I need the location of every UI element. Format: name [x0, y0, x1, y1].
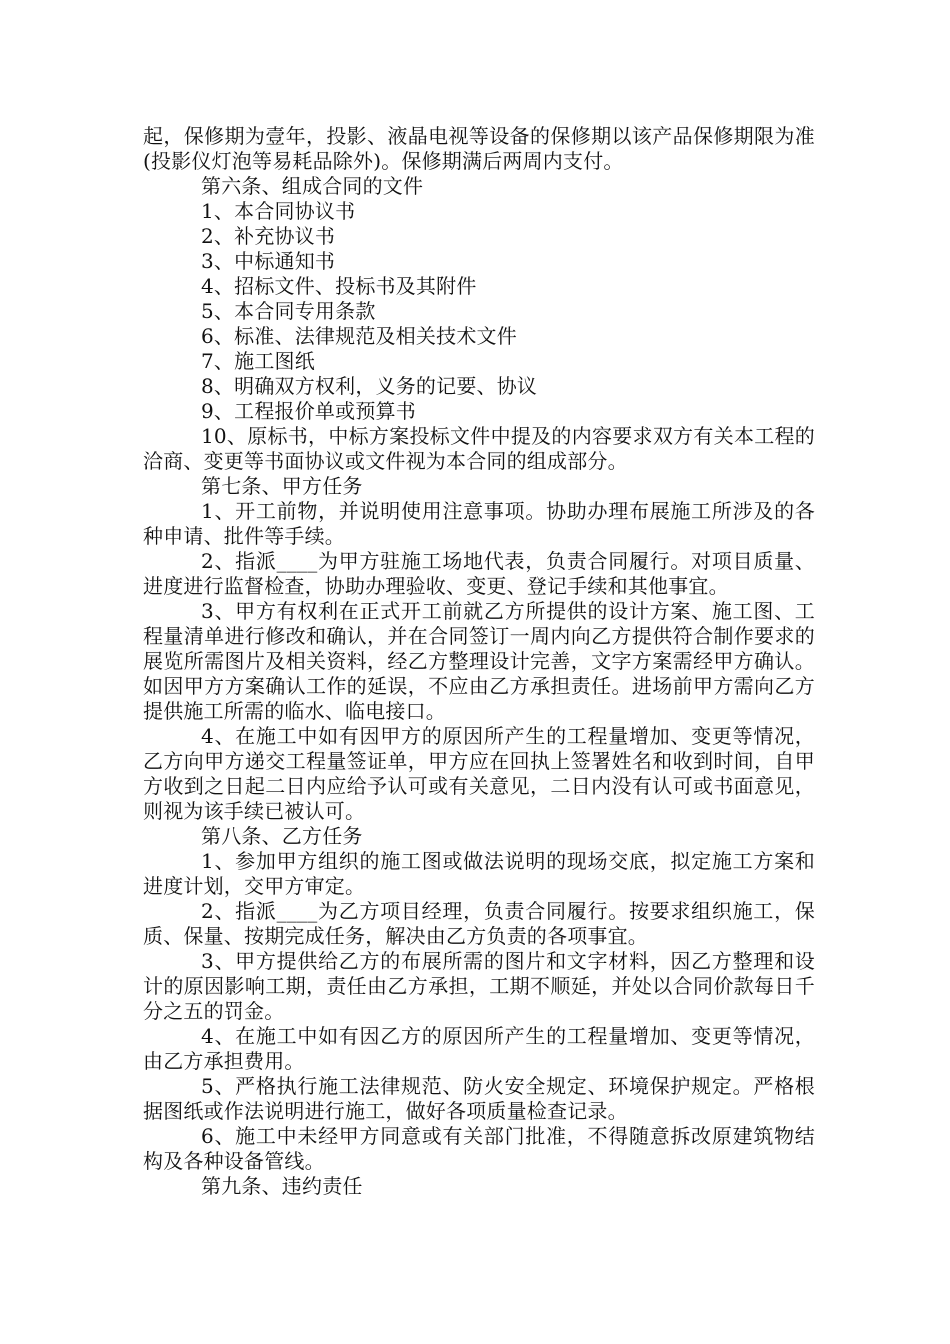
heading-article-7: 第七条、甲方任务	[201, 474, 363, 498]
heading-article-8: 第八条、乙方任务	[201, 824, 363, 848]
document-body	[143, 124, 815, 1199]
clause-paragraph: 3、甲方有权利在正式开工前就乙方所提供的设计方案、施工图、工程量清单进行修改和确认，并在合同签订一周内向乙方提供符合制作要求的展览所需图片及相关资料，经乙方整理设计完善，文字方案需经甲方确认。如因甲方方案确认工作的延误，不应由乙方承担责任。进场前甲方需向乙方提供施工所需的临水、临电接口。	[143, 599, 815, 723]
list-item: 4、招标文件、投标书及其附件	[201, 274, 477, 298]
clause-paragraph: 3、甲方提供给乙方的布展所需的图片和文字材料，因乙方整理和设计的原因影响工期，责任由乙方承担，工期不顺延，并处以合同价款每日千分之五的罚金。	[143, 949, 815, 1023]
list-item: 8、明确双方权利，义务的记要、协议	[201, 374, 538, 398]
list-item: 1、本合同协议书	[201, 199, 356, 223]
clause-paragraph: 6、施工中未经甲方同意或有关部门批准，不得随意拆改原建筑物结构及各种设备管线。	[143, 1124, 815, 1173]
clause-paragraph: 2、指派____为甲方驻施工场地代表，负责合同履行。对项目质量、进度进行监督检查，协助办理验收、变更、登记手续和其他事宜。	[143, 549, 815, 598]
heading-article-9: 第九条、违约责任	[201, 1174, 363, 1198]
list-item: 10、原标书，中标方案投标文件中提及的内容要求双方有关本工程的洽商、变更等书面协议或文件视为本合同的组成部分。	[143, 424, 815, 473]
list-item: 3、中标通知书	[201, 249, 336, 273]
clause-paragraph: 1、参加甲方组织的施工图或做法说明的现场交底，拟定施工方案和进度计划，交甲方审定。	[143, 849, 815, 898]
list-item: 6、标准、法律规范及相关技术文件	[201, 324, 517, 348]
paragraph-warranty-continued: 起，保修期为壹年，投影、液晶电视等设备的保修期以该产品保修期限为准(投影仪灯泡等易耗品除外)。保修期满后两周内支付。	[143, 124, 815, 173]
list-item: 5、本合同专用条款	[201, 299, 376, 323]
list-item: 2、补充协议书	[201, 224, 336, 248]
list-item: 9、工程报价单或预算书	[201, 399, 416, 423]
clause-paragraph: 2、指派____为乙方项目经理，负责合同履行。按要求组织施工，保质、保量、按期完成任务，解决由乙方负责的各项事宜。	[143, 899, 815, 948]
clause-paragraph: 1、开工前物，并说明使用注意事项。协助办理布展施工所涉及的各种申请、批件等手续。	[143, 499, 815, 548]
clause-paragraph: 4、在施工中如有因甲方的原因所产生的工程量增加、变更等情况，乙方向甲方递交工程量签证单，甲方应在回执上签署姓名和收到时间，自甲方收到之日起二日内应给予认可或有关意见，二日内没有认可或书面意见，则视为该手续已被认可。	[143, 724, 815, 823]
heading-article-6: 第六条、组成合同的文件	[201, 174, 424, 198]
clause-paragraph: 5、严格执行施工法律规范、防火安全规定、环境保护规定。严格根据图纸或作法说明进行施工，做好各项质量检查记录。	[143, 1074, 815, 1123]
list-item: 7、施工图纸	[201, 349, 315, 373]
clause-paragraph: 4、在施工中如有因乙方的原因所产生的工程量增加、变更等情况，由乙方承担费用。	[143, 1024, 815, 1073]
